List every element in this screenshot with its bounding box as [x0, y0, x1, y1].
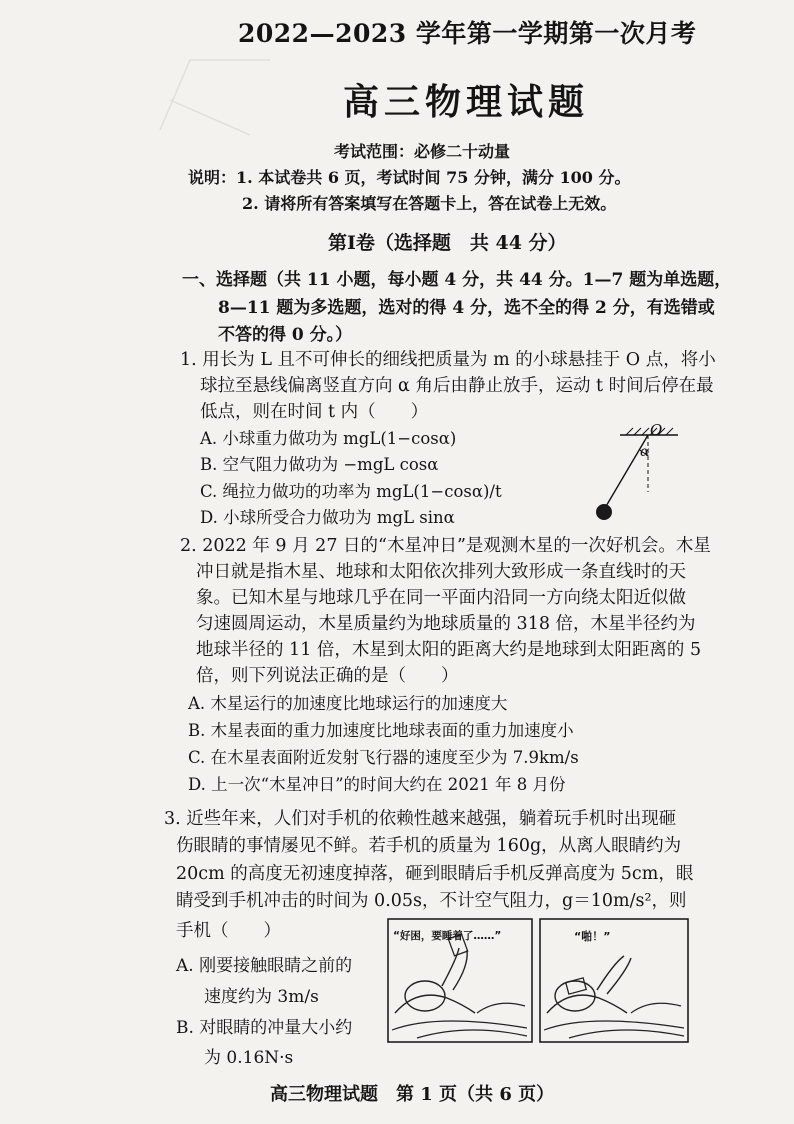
pendulum-ball — [596, 504, 612, 520]
q2-option-a: A. 木星运行的加速度比地球运行的加速度大 — [188, 694, 508, 713]
section-heading-line-3: 不答的得 0 分。） — [218, 325, 353, 345]
pendulum-figure — [600, 420, 690, 530]
section-heading-line-2: 8—11 题为多选题，选对的得 4 分，选不全的得 2 分，有选错或 — [218, 298, 715, 318]
q3-option-a-line-2: 速度约为 3m/s — [204, 987, 319, 1007]
q3-option-a-line-1: A. 刚要接触眼睛之前的 — [176, 956, 353, 976]
pendulum-angle-label: α — [640, 444, 650, 460]
q3-stem-line-5: 手机（ ） — [176, 921, 281, 941]
q3-stem-line-1: 3. 近些年来，人们对手机的依赖性越来越强，躺着玩手机时出现砸 — [164, 809, 677, 829]
exam-term: 2022—2023 学年第一学期第一次月考 — [238, 19, 697, 48]
page-footer: 高三物理试题 第 1 页（共 6 页） — [270, 1084, 555, 1105]
pendulum-point-label: O — [650, 421, 663, 439]
show-through-figure — [150, 40, 300, 150]
section-heading-line-1: 一、选择题（共 11 小题，每小题 4 分，共 44 分。1—7 题为单选题， — [182, 270, 732, 290]
comic-caption-1: “好困，要睡着了……” — [393, 930, 502, 942]
q1-option-c: C. 绳拉力做功的功率为 mgL(1−cosα)/t — [200, 482, 502, 501]
q3-option-b-line-2: 为 0.16N·s — [204, 1048, 294, 1068]
q3-stem-line-3: 20cm 的高度无初速度掉落，砸到眼睛后手机反弹高度为 5cm，眼 — [176, 864, 694, 884]
comic-panel-impact — [539, 918, 689, 1043]
q3-stem-line-2: 伤眼睛的事情屡见不鲜。若手机的质量为 160g，从离人眼睛约为 — [176, 836, 682, 856]
exam-scope: 考试范围：必修二十动量 — [334, 142, 511, 161]
q2-stem-line-3: 象。已知木星与地球几乎在同一平面内沿同一方向绕太阳近似做 — [196, 588, 686, 608]
q1-stem-line-3: 低点，则在时间 t 内（ ） — [200, 402, 429, 422]
q1-option-d: D. 小球所受合力做功为 mgL sinα — [200, 508, 455, 527]
q2-option-d: D. 上一次“木星冲日”的时间大约在 2021 年 8 月份 — [188, 775, 566, 794]
q1-stem-line-1: 1. 用长为 L 且不可伸长的细线把质量为 m 的小球悬挂于 O 点，将小 — [180, 350, 716, 370]
q3-stem-line-4: 睛受到手机冲击的时间为 0.05s，不计空气阻力，g＝10m/s²，则 — [176, 891, 687, 911]
q2-stem-line-1: 2. 2022 年 9 月 27 日的“木星冲日”是观测木星的一次好机会。木星 — [180, 536, 711, 556]
q2-stem-line-6: 倍，则下列说法正确的是（ ） — [196, 666, 459, 686]
comic-caption-2: “啪！” — [574, 930, 611, 943]
q3-option-b-line-1: B. 对眼睛的冲量大小约 — [176, 1018, 353, 1038]
instructions-line-2: 2. 请将所有答案填写在答题卡上，答在试卷上无效。 — [242, 194, 617, 213]
q2-stem-line-5: 地球半径的 11 倍，木星到太阳的距离大约是地球到太阳距离的 5 — [196, 640, 702, 660]
q1-option-b: B. 空气阻力做功为 −mgL cosα — [200, 455, 439, 474]
q2-option-b: B. 木星表面的重力加速度比地球表面的重力加速度小 — [188, 721, 574, 740]
q1-option-a: A. 小球重力做功为 mgL(1−cosα) — [200, 429, 457, 448]
q2-option-c: C. 在木星表面附近发射飞行器的速度至少为 7.9km/s — [188, 748, 579, 767]
q1-stem-line-2: 球拉至悬线偏离竖直方向 α 角后由静止放手，运动 t 时间后停在最 — [200, 376, 714, 396]
volume-heading: 第Ⅰ卷（选择题 共 44 分） — [328, 232, 567, 254]
q2-stem-line-2: 冲日就是指木星、地球和太阳依次排列大致形成一条直线时的天 — [196, 562, 686, 582]
page-title: 高三物理试题 — [343, 81, 590, 123]
instructions-line-1: 说明：1. 本试卷共 6 页，考试时间 75 分钟，满分 100 分。 — [188, 168, 631, 187]
q2-stem-line-4: 匀速圆周运动，木星质量约为地球质量的 318 倍，木星半径约为 — [196, 614, 696, 634]
